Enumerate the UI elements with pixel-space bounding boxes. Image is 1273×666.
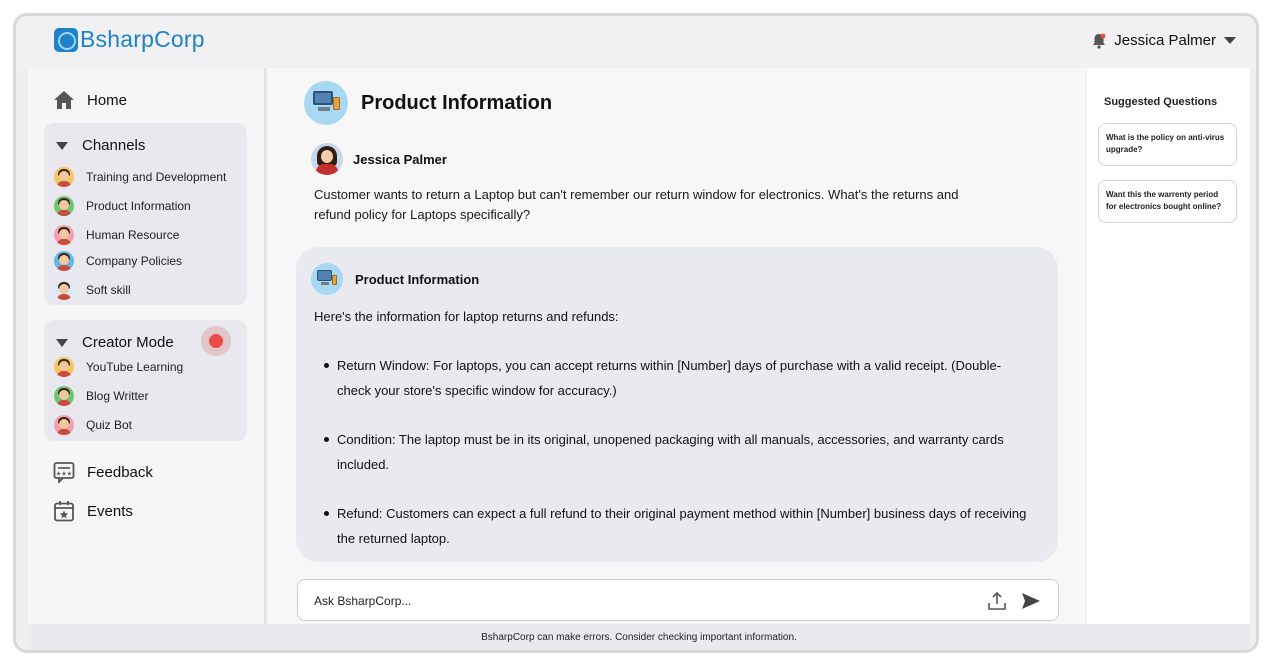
channel-avatar: [54, 225, 74, 245]
home-icon: [53, 90, 75, 110]
bot-message: [296, 247, 1058, 562]
svg-text:★★★: ★★★: [55, 470, 73, 478]
sidebar-item-label: Blog Writter: [86, 389, 149, 403]
suggested-questions-title: Suggested Questions: [1104, 96, 1218, 108]
avatar: [311, 143, 343, 175]
sidebar-item-soft-skill[interactable]: [54, 280, 131, 300]
disclaimer-text: BsharpCorp can make errors. Consider checking important information.: [481, 632, 797, 643]
sidebar-item-company-policies[interactable]: [54, 251, 182, 271]
top-bar: [16, 16, 1256, 68]
sidebar-item-home[interactable]: [53, 90, 127, 110]
user-message-header: [311, 143, 447, 175]
message-sender: Jessica Palmer: [353, 151, 447, 167]
sidebar-item-label: Product Information: [86, 199, 191, 213]
suggested-question[interactable]: Want this the warrenty period for electronics bought online?: [1098, 180, 1237, 223]
sidebar-item-label: Feedback: [87, 463, 153, 481]
creator-mode-toggle[interactable]: [56, 334, 174, 351]
sidebar-item-label: Events: [87, 502, 133, 520]
upload-button[interactable]: [986, 590, 1008, 612]
sidebar-item-product-information[interactable]: [54, 196, 191, 216]
upload-icon: [986, 590, 1008, 612]
chevron-down-icon[interactable]: [1224, 37, 1236, 44]
sidebar-item-label: Quiz Bot: [86, 418, 133, 432]
notification-bell-icon[interactable]: [1092, 33, 1106, 49]
sidebar-item-training[interactable]: [54, 167, 226, 187]
record-icon: [209, 334, 223, 348]
sidebar-item-quiz-bot[interactable]: [54, 415, 132, 435]
suggested-question[interactable]: What is the policy on anti-virus upgrade?: [1098, 123, 1237, 166]
channel-avatar: [54, 251, 74, 271]
chat-header: [304, 81, 552, 125]
sidebar-item-blog-writter[interactable]: [54, 386, 148, 406]
list-item: Condition: The laptop must be in its original, unopened packaging with all manuals, accessories, and warranty cards included.: [314, 427, 1034, 477]
suggested-questions-panel: [1087, 68, 1250, 624]
sidebar-item-label: Company Policies: [86, 254, 183, 268]
brand-logo-icon: [54, 28, 78, 52]
laptop-phone-icon: [311, 263, 343, 295]
channel-avatar: [54, 280, 74, 300]
triangle-down-icon: [56, 142, 68, 150]
sidebar-item-label: Soft skill: [86, 283, 131, 297]
triangle-down-icon: [56, 339, 68, 347]
list-item: Return Window: For laptops, you can accept returns within [Number] days of purchase with a valid receipt. (Double-check your store's specific window for accuracy.): [314, 353, 1034, 403]
message-sender: Product Information: [355, 271, 480, 287]
record-button[interactable]: [201, 326, 231, 356]
sidebar-item-human-resource[interactable]: [54, 225, 179, 245]
bot-avatar: [54, 357, 74, 377]
bot-avatar: [54, 415, 74, 435]
channels-group: [44, 123, 247, 305]
bot-message-list: [314, 353, 1034, 575]
user-name: Jessica Palmer: [1114, 32, 1216, 49]
send-button[interactable]: [1020, 590, 1042, 612]
sidebar: [28, 68, 266, 624]
channels-toggle[interactable]: [56, 137, 145, 154]
calendar-star-icon: [53, 500, 75, 522]
bot-message-header: [311, 263, 479, 295]
channel-avatar: [54, 196, 74, 216]
channels-label: Channels: [82, 137, 146, 154]
list-item: Refund: Customers can expect a full refund to their original payment method within [Number] business days of receiving the returned laptop.: [314, 501, 1034, 551]
footer: [28, 624, 1250, 653]
sidebar-item-label: Training and Development: [86, 170, 227, 184]
send-icon: [1020, 590, 1042, 612]
chat-input-bar: [297, 579, 1059, 621]
user-message-text: Customer wants to return a Laptop but can't remember our return window for electronics. What's the returns and refund policy for Laptops specifically?: [314, 187, 959, 222]
creator-mode-label: Creator Mode: [82, 334, 174, 351]
sidebar-item-events[interactable]: [53, 500, 133, 522]
sidebar-item-feedback[interactable]: [53, 461, 153, 483]
sidebar-item-label: YouTube Learning: [86, 360, 184, 374]
channel-avatar: [54, 167, 74, 187]
app-window: [13, 13, 1259, 653]
feedback-icon: [53, 461, 75, 483]
sidebar-item-label: Home: [87, 91, 128, 109]
brand-name: BsharpCorp: [80, 26, 205, 52]
sidebar-item-youtube-learning[interactable]: [54, 357, 183, 377]
user-menu[interactable]: [1092, 32, 1236, 49]
bot-message-intro: Here's the information for laptop returns and refunds:: [314, 309, 619, 324]
bot-avatar: [54, 386, 74, 406]
sidebar-item-label: Human Resource: [86, 228, 180, 242]
page-title: Product Information: [361, 91, 553, 114]
chat-input[interactable]: [314, 591, 934, 611]
chat-panel: [268, 68, 1086, 624]
laptop-phone-icon: [304, 81, 348, 125]
brand-logo[interactable]: [54, 26, 205, 53]
creator-mode-group: [44, 320, 247, 441]
